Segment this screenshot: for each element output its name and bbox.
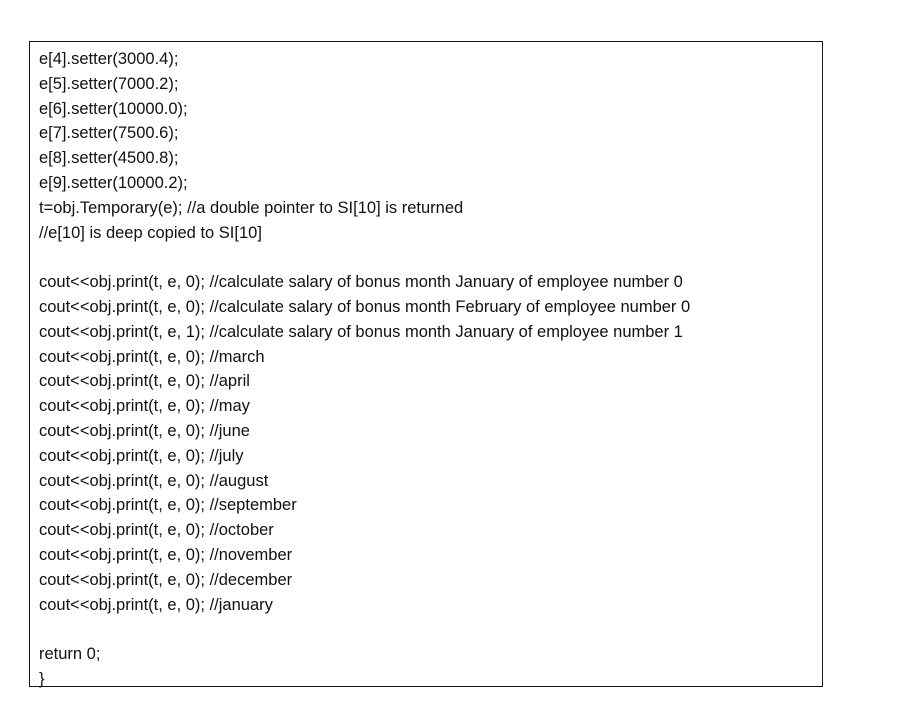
code-line: cout<<obj.print(t, e, 1); //calculate salary of bonus month January of employee number 1: [39, 322, 683, 341]
code-line: cout<<obj.print(t, e, 0); //november: [39, 545, 293, 564]
code-line: cout<<obj.print(t, e, 0); //july: [39, 446, 244, 465]
code-line: return 0;: [39, 645, 101, 664]
code-line: t=obj.Temporary(e); //a double pointer to SI[10] is returned: [39, 198, 464, 217]
code-line: cout<<obj.print(t, e, 0); //march: [39, 347, 265, 366]
code-line: e[4].setter(3000.4);: [39, 50, 179, 68]
code-snippet-box: [29, 41, 823, 687]
code-line: e[8].setter(4500.8);: [39, 149, 179, 168]
code-line: cout<<obj.print(t, e, 0); //august: [39, 471, 269, 490]
blank-line: [39, 245, 822, 270]
code-line: cout<<obj.print(t, e, 0); //january: [39, 595, 273, 614]
code-line: cout<<obj.print(t, e, 0); //december: [39, 570, 293, 589]
code-line: e[7].setter(7500.6);: [39, 124, 179, 143]
code-line: cout<<obj.print(t, e, 0); //calculate salary of bonus month February of employee number 0: [39, 297, 691, 316]
code-line: cout<<obj.print(t, e, 0); //september: [39, 496, 297, 515]
code-line: e[9].setter(10000.2);: [39, 173, 188, 192]
code-line: e[5].setter(7000.2);: [39, 74, 179, 93]
code-line: cout<<obj.print(t, e, 0); //calculate salary of bonus month January of employee number 0: [39, 273, 683, 292]
blank-line: [39, 617, 822, 642]
code-line: }: [39, 669, 45, 688]
code-line: cout<<obj.print(t, e, 0); //june: [39, 421, 250, 440]
code-line: e[6].setter(10000.0);: [39, 99, 188, 118]
code-line: //e[10] is deep copied to SI[10]: [39, 223, 262, 242]
code-line: cout<<obj.print(t, e, 0); //may: [39, 397, 250, 416]
code-line: cout<<obj.print(t, e, 0); //october: [39, 521, 274, 540]
code-line: cout<<obj.print(t, e, 0); //april: [39, 372, 250, 391]
